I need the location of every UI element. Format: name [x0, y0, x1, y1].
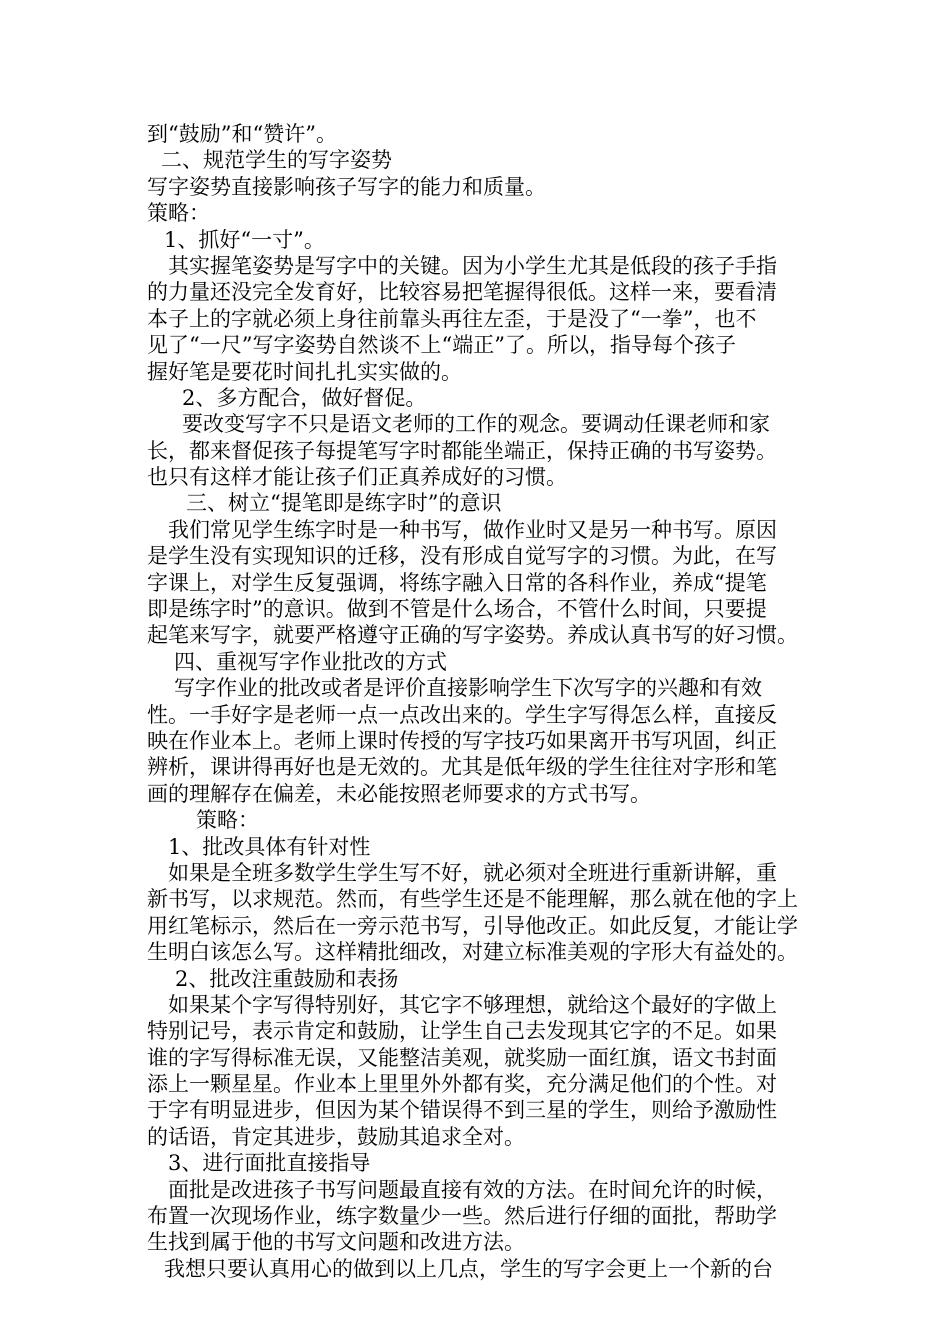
- text-line: 如果某个字写得特别好，其它字不够理想，就给这个最好的字做上: [168, 992, 777, 1017]
- text-line: 的力量还没完全发育好，比较容易把笔握得很低。这样一来，要看清: [147, 280, 777, 305]
- strategy-label: 策略：: [147, 201, 210, 226]
- text-line: 的话语，肯定其进步，鼓励其追求全对。: [147, 1124, 525, 1149]
- text-line: 写字姿势直接影响孩子写字的能力和质量。: [147, 174, 546, 199]
- subheading: 2、批改注重鼓励和表扬: [175, 966, 399, 991]
- subheading: 2、多方配合，做好督促。: [182, 385, 427, 410]
- text-line: 字课上，对学生反复强调，将练字融入日常的各科作业，养成“提笔: [147, 570, 767, 595]
- text-line: 写字作业的批改或者是评价直接影响学生下次写字的兴趣和有效: [174, 676, 762, 701]
- text-line: 我想只要认真用心的做到以上几点，学生的写字会更上一个新的台: [164, 1256, 773, 1281]
- text-line: 握好笔是要花时间扎扎实实做的。: [147, 359, 462, 384]
- document-body: [147, 121, 812, 1282]
- text-line: 即是练字时”的意识。做到不管是什么场合，不管什么时间，只要提: [147, 597, 767, 622]
- text-line: 谁的字写得标准无误，又能整洁美观，就奖励一面红旗，语文书封面: [147, 1045, 777, 1070]
- text-line: 本子上的字就必须上身往前靠头再往左歪，于是没了“一拳”，也不: [147, 306, 757, 331]
- text-line: 于字有明显进步，但因为某个错误得不到三星的学生，则给予激励性: [147, 1098, 777, 1123]
- text-line: 面批是改进孩子书写问题最直接有效的方法。在时间允许的时候，: [168, 1177, 777, 1202]
- text-line: 生明白该怎么写。这样精批细改，对建立标准美观的字形大有益处的。: [147, 940, 798, 965]
- text-line: 用红笔标示，然后在一旁示范书写，引导他改正。如此反复，才能让学: [147, 913, 798, 938]
- text-line: 要改变写字不只是语文老师的工作的观念。要调动任课老师和家: [182, 412, 770, 437]
- text-line: 到“鼓励”和“赞许”。: [147, 122, 337, 146]
- subheading: 1、批改具体有针对性: [168, 834, 371, 859]
- text-line: 辨析，课讲得再好也是无效的。尤其是低年级的学生往往对字形和笔: [147, 755, 777, 780]
- text-line: 特别记号，表示肯定和鼓励，让学生自己去发现其它字的不足。如果: [147, 1019, 777, 1044]
- text-line: 起笔来写字，就要严格遵守正确的写字姿势。养成认真书写的好习惯。: [147, 623, 798, 648]
- subheading: 1、抓好“一寸”。: [164, 227, 325, 252]
- text-line: 如果是全班多数学生学生写不好，就必须对全班进行重新讲解，重: [168, 860, 777, 885]
- text-line: 见了“一尺”写字姿势自然谈不上“端正”了。所以，指导每个孩子: [147, 333, 736, 358]
- subheading: 3、进行面批直接指导: [168, 1151, 371, 1176]
- text-line: 生找到属于他的书写文问题和改进方法。: [147, 1230, 525, 1255]
- section-heading: 二、规范学生的写字姿势: [161, 148, 392, 173]
- text-line: 布置一次现场作业，练字数量少一些。然后进行仔细的面批，帮助学: [147, 1204, 777, 1229]
- text-line: 也只有这样才能让孩子们正真养成好的习惯。: [147, 465, 567, 490]
- text-line: 是学生没有实现知识的迁移，没有形成自觉写字的习惯。为此，在写: [147, 544, 777, 569]
- strategy-label: 策略：: [196, 808, 259, 833]
- section-heading: 三、树立“提笔即是练字时”的意识: [186, 491, 502, 516]
- text-line: 长，都来督促孩子每提笔写字时都能坐端正，保持正确的书写姿势。: [147, 438, 777, 463]
- text-line: 画的理解存在偏差，未必能按照老师要求的方式书写。: [147, 781, 651, 806]
- text-line: 新书写，以求规范。然而，有些学生还是不能理解，那么就在他的字上: [147, 887, 798, 912]
- section-heading: 四、重视写字作业批改的方式: [174, 649, 447, 674]
- text-line: 我们常见学生练字时是一种书写，做作业时又是另一种书写。原因: [168, 517, 777, 542]
- text-line: 映在作业本上。老师上课时传授的写字技巧如果离开书写巩固，纠正: [147, 728, 777, 753]
- text-line: 添上一颗星星。作业本上里里外外都有奖，充分满足他们的个性。对: [147, 1072, 777, 1097]
- text-line: 性。一手好字是老师一点一点改出来的。学生字写得怎么样，直接反: [147, 702, 777, 727]
- text-line: 其实握笔姿势是写字中的关键。因为小学生尤其是低段的孩子手指: [168, 253, 777, 278]
